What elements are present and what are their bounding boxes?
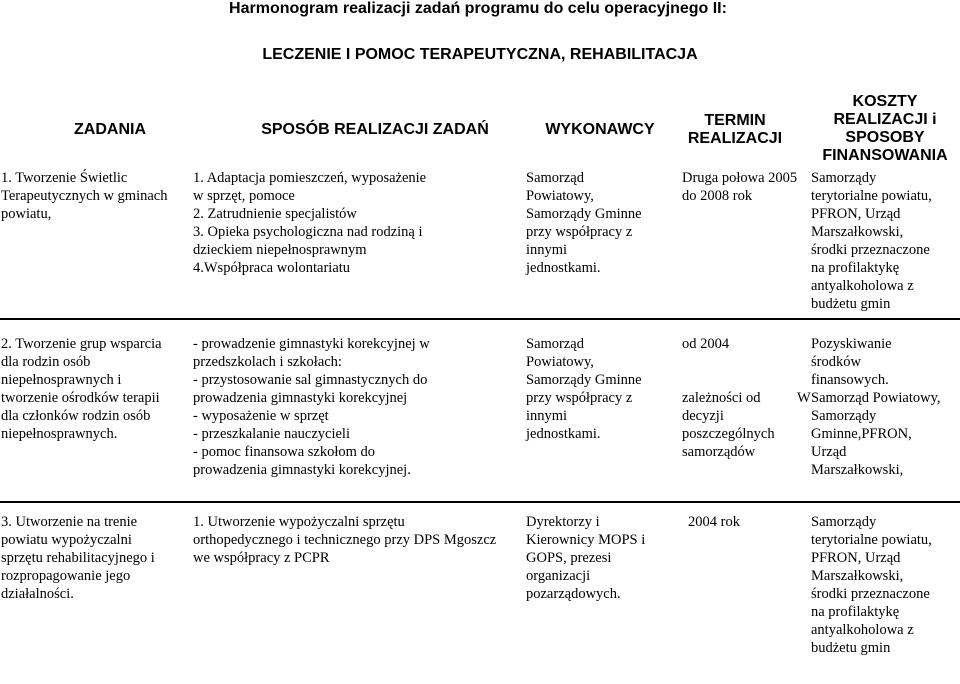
row-1-zadanie: 1. Tworzenie Świetlic Terapeutycznych w gminach powiatu, — [1, 170, 168, 222]
row-separator — [0, 501, 960, 503]
row-3-sposob: 1. Utworzenie wypożyczalni sprzętu orthopedycznego i technicznego przy DPS Mgoszcz we współpracy z PCPR — [193, 514, 497, 566]
header-termin: TERMIN REALIZACJI — [687, 112, 783, 147]
row-1-sposob: 1. Adaptacja pomieszczeń, wyposażenie w sprzęt, pomoce 2. Zatrudnienie specjalistów 3. Opieka psychologiczna nad rodziną i dzieckiem niepełnosprawnym 4.Współpraca wolontariatu — [193, 170, 427, 276]
header-zadania: ZADANIA — [74, 121, 146, 138]
row-1-wykonawcy: Samorząd Powiatowy, Samorządy Gminne przy współpracy z innymi jednostkami. — [526, 170, 642, 276]
row-2-sposob: - prowadzenie gimnastyki korekcyjnej w przedszkolach i szkołach: - przystosowanie sal gimnastycznych do prowadzenia gimnastyki korekcyjnej - wyposażenie w sprzęt - przeszkalanie nauczycieli - pomoc finansowa szkołom do prowadzenia gimnastyki korekcyjnej. — [193, 336, 430, 478]
row-1-koszty: Samorządy terytorialne powiatu, PFRON, Urząd Marszałkowski, środki przeznaczone na profilaktykę antyalkoholowa z budżetu gmin — [811, 170, 932, 312]
row-2-wykonawcy: Samorząd Powiatowy, Samorządy Gminne przy współpracy z innymi jednostkami. — [526, 336, 642, 442]
row-3-zadanie: 3. Utworzenie na trenie powiatu wypożyczalni sprzętu rehabilitacyjnego i rozpropagowanie jego działalności. — [1, 514, 155, 602]
row-2-zadanie: 2. Tworzenie grup wsparcia dla rodzin osób niepełnosprawnych i tworzenie ośrodków terapii dla członków rodzin osób niepełnosprawnych. — [1, 336, 162, 442]
header-sposob: SPOSÓB REALIZACJI ZADAŃ — [261, 121, 489, 138]
row-3-koszty: Samorządy terytorialne powiatu, PFRON, Urząd Marszałkowski, środki przeznaczone na profilaktykę antyalkoholowa z budżetu gmin — [811, 514, 932, 656]
row-2-stray-letter: W — [797, 390, 811, 406]
header-koszty: KOSZTY REALIZACJI i SPOSOBY FINANSOWANIA — [822, 93, 948, 164]
document-subtitle: LECZENIE I POMOC TERAPEUTYCZNA, REHABILITACJA — [262, 46, 698, 63]
row-1-termin: Druga połowa 2005 do 2008 rok — [682, 170, 798, 204]
row-2-termin: od 2004 zależności od decyzji poszczególnych samorządów — [682, 336, 775, 460]
header-wykonawcy: WYKONAWCY — [545, 121, 655, 138]
document-title: Harmonogram realizacji zadań programu do celu operacyjnego II: — [229, 0, 727, 17]
row-3-wykonawcy: Dyrektorzy i Kierownicy MOPS i GOPS, prezesi organizacji pozarządowych. — [526, 514, 646, 602]
row-2-koszty: Pozyskiwanie środków finansowych. Samorząd Powiatowy, Samorządy Gminne,PFRON, Urząd Marszałkowski, — [811, 336, 941, 478]
row-3-termin: 2004 rok — [688, 514, 740, 530]
row-separator — [0, 318, 960, 320]
